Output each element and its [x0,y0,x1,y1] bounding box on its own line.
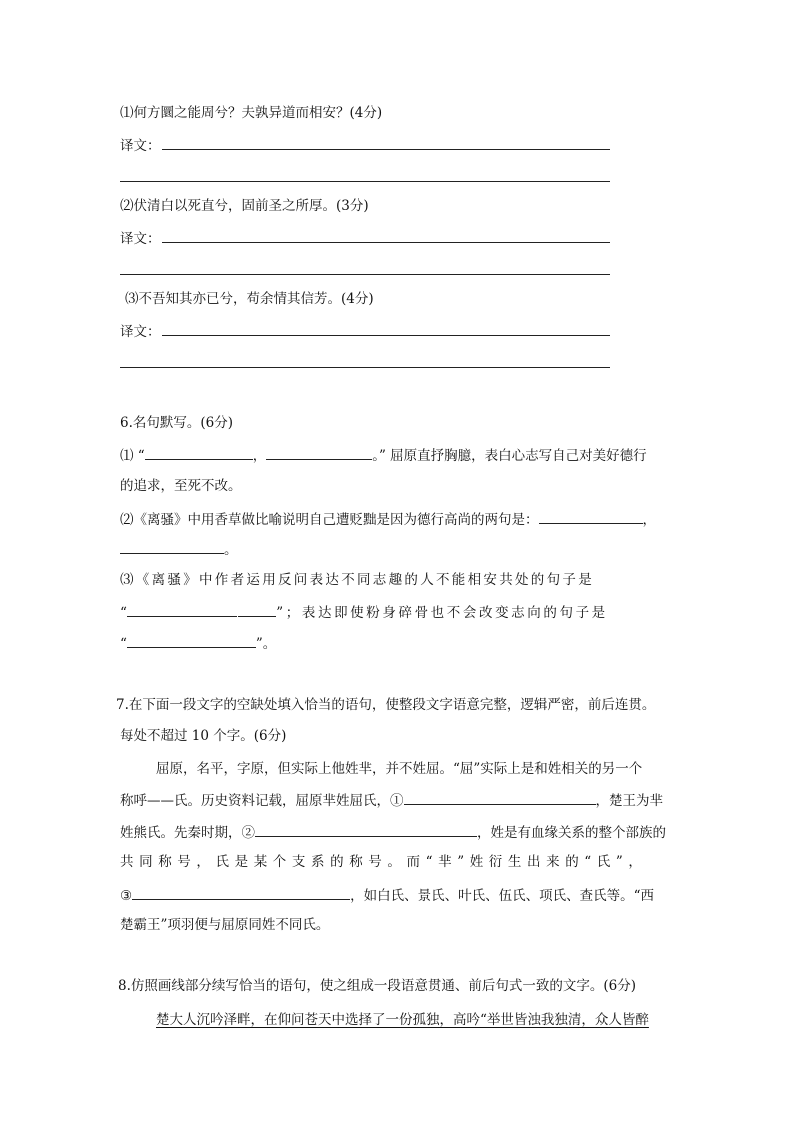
q6-item-3-end: ”。 [255,636,277,652]
q6-item-3-mid: ”；表达即使粉身碎骨也不会改变志向的句子是 [276,605,608,621]
q6-item-1-post: 。” 屈原直抒胸臆，表白心志写自己对美好德行 [372,448,647,464]
fill-blank[interactable] [238,602,276,617]
q7-p2-a: 称呼——氏。历史资料记载，屈原芈姓屈氏，① [120,793,404,809]
q7-title: 7.在下面一段文字的空缺处填入恰当的语句，使整段文字语意完整，逻辑严密，前后连贯。 [116,697,656,713]
q8-title: 8.仿照画线部分续写恰当的语句，使之组成一段语意贯通、前后句式一致的文字。(6分) [118,978,637,994]
fill-blank-1[interactable] [404,790,570,805]
q5-sentence-3: ⑶不吾知其亦已兮，苟余情其信芳。(4分) [125,291,374,307]
answer-line[interactable] [162,242,610,243]
q7-para-line2 [120,790,663,811]
q6-title: 6.名句默写。(6分) [120,415,234,431]
q7-p5-a: ③ [120,888,133,904]
q8-underlined-passage: 楚大人沉吟泽畔，在仰问苍天中选择了一份孤独，高吟“举世皆浊我独清，众人皆醉 [156,1012,649,1028]
fill-blank[interactable] [243,633,256,648]
q7-para-line5 [120,885,654,906]
q7-para-line1: 屈原，名平，字原，但实际上他姓芈，并不姓屈。“屈”实际上是和姓相关的另一个 [156,761,643,777]
q7-p2-b: ，楚王为芈 [595,793,663,809]
q7-para-line4: 共同称号，氏是某个支系的称号。而“芈”姓衍生出来的“氏”， [120,854,648,870]
q5-sentence-2: ⑵伏清白以死直兮，固前圣之所厚。(3分) [120,198,369,214]
answer-line[interactable] [120,181,610,182]
fill-blank-2[interactable] [255,822,477,837]
q6-item-3-line3 [120,633,276,654]
q6-item-1 [120,445,647,466]
answer-line[interactable] [120,367,610,368]
fill-blank[interactable] [539,509,643,524]
fill-blank[interactable] [266,445,372,460]
q6-item-3-q1: “ [120,605,127,621]
q6-item-1-pre: ⑴ “ [120,448,145,464]
answer-line[interactable] [162,335,610,336]
fill-blank-1b[interactable] [570,790,596,805]
answer-line[interactable] [162,149,610,150]
answer-line[interactable] [120,274,610,275]
q6-item-3-q2: “ [120,636,127,652]
q7-para-line3 [120,822,666,843]
q7-title-line2: 每处不超过 10 个字。(6分) [120,728,287,744]
q6-item-2 [120,509,656,530]
fill-blank[interactable] [145,445,253,460]
fill-blank[interactable] [127,633,243,648]
q6-item-3-line2 [120,602,608,623]
translation-label-3: 译文： [120,324,161,340]
q6-item-3-line1: ⑶《离骚》中作者运用反问表达不同志趣的人不能相安共处的句子是 [120,572,594,588]
q7-p3-a: 姓熊氏。先秦时期，② [120,825,255,841]
q6-item-2-end: 。 [224,542,238,558]
q6-item-1-comma: ， [252,448,267,464]
translation-label-2: 译文： [120,231,161,247]
q6-item-2-comma: ， [642,512,656,528]
q5-sentence-1: ⑴何方圜之能周兮？夫孰异道而相安？(4分) [120,105,383,121]
fill-blank[interactable] [127,602,237,617]
fill-blank[interactable] [120,539,224,554]
q7-para-line6: 楚霸王”项羽便与屈原同姓不同氏。 [120,917,330,933]
fill-blank-3[interactable] [132,885,350,900]
q7-p3-b: ，姓是有血缘关系的整个部族的 [477,825,666,841]
q6-item-1-line2: 的追求，至死不改。 [120,478,242,494]
translation-label-1: 译文： [120,138,161,154]
q6-item-2-pre: ⑵《离骚》中用香草做比喻说明自己遭贬黜是因为德行高尚的两句是： [120,512,539,528]
q6-item-2-line2 [120,539,238,560]
q7-p5-b: ，如白氏、景氏、叶氏、伍氏、项氏、查氏等。“西 [350,888,655,904]
